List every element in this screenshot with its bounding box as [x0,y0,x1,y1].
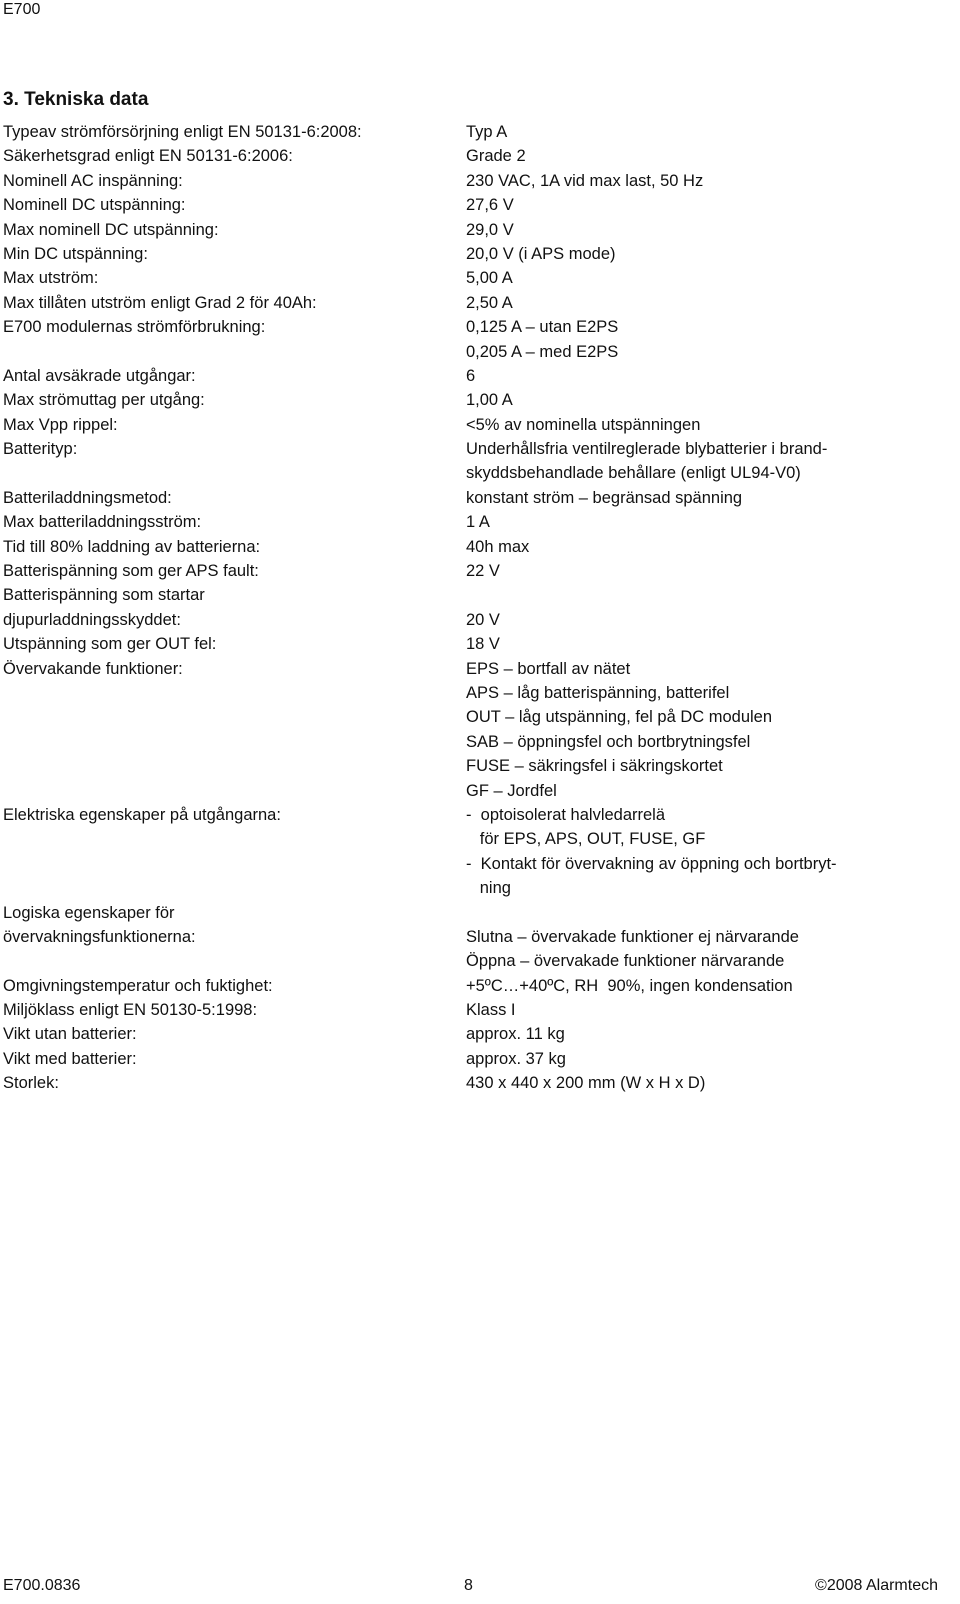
spec-row [3,730,933,754]
spec-value: 1,00 A [466,391,513,410]
spec-row [3,340,933,364]
spec-row [3,364,933,388]
spec-value: +5ºC…+40ºC, RH 90%, ingen kondensation [466,976,793,995]
spec-label: Typeav strömförsörjning enligt EN 50131-6:2008: [3,123,362,141]
spec-row [3,632,933,656]
spec-row [3,461,933,485]
spec-row [3,535,933,559]
spec-value: GF – Jordfel [466,781,557,800]
spec-value: Grade 2 [466,147,526,166]
spec-label: Säkerhetsgrad enligt EN 50131-6:2006: [3,147,293,166]
spec-label: Utspänning som ger OUT fel: [3,635,217,654]
footer-document-number: E700.0836 [3,1577,81,1594]
spec-row [3,925,933,949]
spec-row [3,705,933,729]
spec-value: 0,125 A – utan E2PS [466,318,619,337]
footer-copyright: ©2008 Alarmtech [815,1577,938,1594]
spec-row [3,266,933,290]
spec-value: 22 V [466,562,500,581]
spec-value: APS – låg batterispänning, batterifel [466,683,730,702]
spec-row [3,486,933,510]
spec-label: Logiska egenskaper för [3,903,175,922]
spec-row [3,144,933,168]
spec-row [3,608,933,632]
spec-label: Vikt med batterier: [3,1049,137,1068]
spec-label: Elektriska egenskaper på utgångarna: [3,805,281,824]
spec-value: OUT – låg utspänning, fel på DC modulen [466,708,773,727]
spec-label: Max strömuttag per utgång: [3,391,205,410]
spec-row [3,1071,933,1095]
spec-value: 430 x 440 x 200 mm (W x H x D) [466,1074,706,1093]
spec-value: 2,50 A [466,293,513,312]
spec-label: Min DC utspänning: [3,244,148,263]
spec-value: ning [466,879,511,898]
spec-value: 5,00 A [466,269,513,288]
spec-row [3,120,933,144]
spec-value: 0,205 A – med E2PS [466,342,619,361]
spec-row [3,510,933,534]
spec-label: Storlek: [3,1074,59,1093]
spec-label: Nominell AC inspänning: [3,171,183,190]
spec-value: Öppna – övervakade funktioner närvarande [466,952,785,971]
spec-row [3,242,933,266]
spec-value: - optoisolerat halvledarrelä [466,805,666,824]
section-title: 3. Tekniska data [3,89,149,110]
spec-label: E700 modulernas strömförbrukning: [3,318,266,337]
spec-row [3,974,933,998]
spec-label: Max utström: [3,269,99,288]
spec-label: Antal avsäkrade utgångar: [3,366,196,385]
spec-row [3,388,933,412]
spec-value: Klass I [466,1001,516,1020]
spec-label: Vikt utan batterier: [3,1025,137,1044]
spec-label: Batterityp: [3,440,78,459]
spec-label: Nominell DC utspänning: [3,196,186,215]
spec-row [3,998,933,1022]
spec-row [3,583,933,607]
spec-row [3,169,933,193]
spec-row [3,413,933,437]
spec-value: konstant ström – begränsad spänning [466,488,743,507]
document-header: E700 [3,1,41,18]
spec-label: Tid till 80% laddning av batterierna: [3,537,261,556]
spec-label: Max tillåten utström enligt Grad 2 för 40Ah: [3,293,317,312]
spec-row [3,291,933,315]
spec-value: 6 [466,366,476,385]
spec-value: 1 A [466,513,490,532]
spec-row [3,437,933,461]
spec-row [3,315,933,339]
spec-row [3,779,933,803]
spec-row [3,218,933,242]
spec-value: skyddsbehandlade behållare (enligt UL94-V0) [466,464,801,483]
spec-label: djupurladdningsskyddet: [3,610,181,629]
spec-row [3,657,933,681]
spec-label: Max batteriladdningsström: [3,513,202,532]
spec-row [3,754,933,778]
spec-row [3,803,933,827]
spec-value: approx. 37 kg [466,1049,566,1068]
spec-value: 20 V [466,610,500,629]
spec-row [3,193,933,217]
spec-row [3,949,933,973]
spec-row [3,681,933,705]
spec-row [3,901,933,925]
spec-value: Underhållsfria ventilreglerade blybatterier i brand- [466,440,828,459]
spec-value: 230 VAC, 1A vid max last, 50 Hz [466,171,704,190]
page-footer [0,1574,960,1598]
spec-value: approx. 11 kg [466,1025,565,1044]
spec-value: 29,0 V [466,220,514,239]
spec-label: Batteriladdningsmetod: [3,488,172,507]
spec-label: Omgivningstemperatur och fuktighet: [3,976,273,995]
spec-row [3,852,933,876]
spec-value: Slutna – övervakade funktioner ej närvarande [466,927,799,946]
spec-label: Max nominell DC utspänning: [3,220,219,239]
spec-value: för EPS, APS, OUT, FUSE, GF [466,830,706,849]
spec-table [3,120,933,1096]
footer-page-number: 8 [464,1577,473,1594]
spec-label: Övervakande funktioner: [3,659,183,678]
spec-row [3,559,933,583]
spec-value: 27,6 V [466,196,514,215]
spec-row [3,1047,933,1071]
spec-label: övervakningsfunktionerna: [3,927,196,946]
spec-value: FUSE – säkringsfel i säkringskortet [466,757,723,776]
spec-label: Batterispänning som ger APS fault: [3,562,259,581]
spec-value: <5% av nominella utspänningen [466,415,701,434]
spec-row [3,1022,933,1046]
spec-value: Typ A [466,123,508,141]
spec-value: 20,0 V (i APS mode) [466,244,616,263]
spec-row [3,827,933,851]
spec-label: Batterispänning som startar [3,586,205,605]
spec-label: Max Vpp rippel: [3,415,118,434]
spec-value: 40h max [466,537,530,556]
spec-label: Miljöklass enligt EN 50130-5:1998: [3,1001,258,1020]
spec-row [3,876,933,900]
spec-value: - Kontakt för övervakning av öppning och bortbryt- [466,854,837,873]
spec-value: 18 V [466,635,500,654]
spec-value: EPS – bortfall av nätet [466,659,631,678]
spec-value: SAB – öppningsfel och bortbrytningsfel [466,732,751,751]
